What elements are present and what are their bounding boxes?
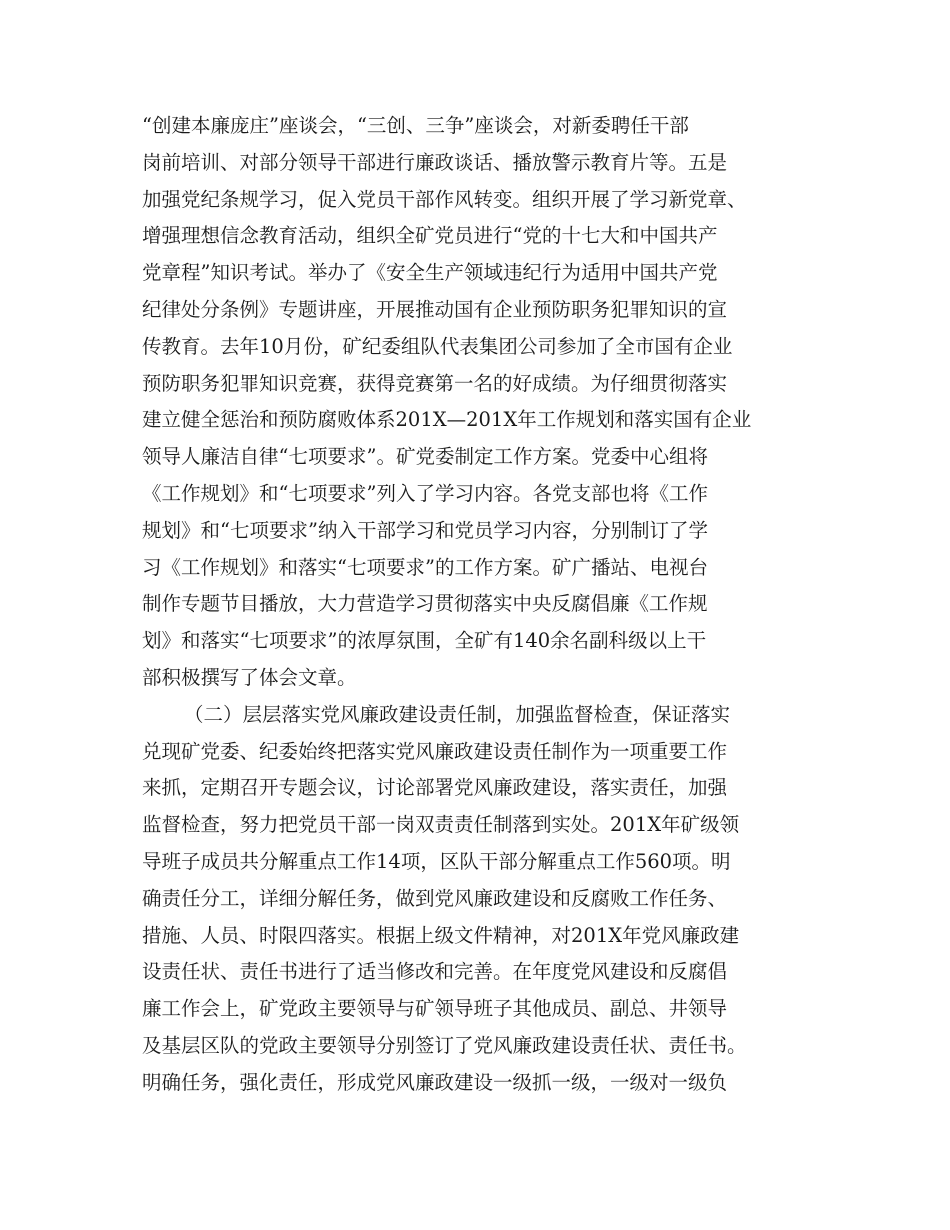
text-line: 部积极撰写了体会文章。 <box>142 665 357 689</box>
text-line: 党章程”知识考试。举办了《安全生产领域违纪行为适用中国共产党 <box>142 261 718 285</box>
text-line: 纪律处分条例》专题讲座，开展推动国有企业预防职务犯罪知识的宣 <box>142 297 728 321</box>
text-line: 廉工作会上，矿党政主要领导与矿领导班子其他成员、副总、井领导 <box>142 997 728 1021</box>
body-text <box>142 108 822 1102</box>
text-line: 传教育。去年10月份，矿纪委组队代表集团公司参加了全市国有企业 <box>142 334 733 358</box>
text-line: 加强党纪条规学习，促入党员干部作风转变。组织开展了学习新党章、 <box>142 187 747 211</box>
text-line: 设责任状、责任书进行了适当修改和完善。在年度党风建设和反腐倡 <box>142 960 728 984</box>
text-line: 建立健全惩治和预防腐败体系201X—201X年工作规划和落实国有企业 <box>142 408 752 432</box>
text-line: 制作专题节目播放，大力营造学习贯彻落实中央反腐倡廉《工作规 <box>142 592 708 616</box>
text-line: 监督检查，努力把党员干部一岗双责责任制落到实处。201X年矿级领 <box>142 813 740 837</box>
section-heading-line: （二）层层落实党风廉政建设责任制，加强监督检查，保证落实 <box>184 702 731 726</box>
text-line: 来抓，定期召开专题会议，讨论部署党风廉政建设，落实责任，加强 <box>142 776 728 800</box>
text-line: “创建本廉庞庄”座谈会，“三创、三争”座谈会，对新委聘任干部 <box>142 114 689 137</box>
text-line: 明确任务，强化责任，形成党风廉政建设一级抓一级，一级对一级负 <box>142 1070 728 1094</box>
text-line: 规划》和“七项要求”纳入干部学习和党员学习内容，分别制订了学 <box>142 518 708 542</box>
text-line: 岗前培训、对部分领导干部进行廉政谈话、播放警示教育片等。五是 <box>142 150 728 174</box>
text-line: 导班子成员共分解重点工作14项，区队干部分解重点工作560项。明 <box>142 849 731 873</box>
text-line: 确责任分工，详细分解任务，做到党风廉政建设和反腐败工作任务、 <box>142 886 728 910</box>
text-line: 兑现矿党委、纪委始终把落实党风廉政建设责任制作为一项重要工作 <box>142 739 728 763</box>
text-line: 领导人廉洁自律“七项要求”。矿党委制定工作方案。党委中心组将 <box>142 445 708 469</box>
text-line: 习《工作规划》和落实“七项要求”的工作方案。矿广播站、电视台 <box>142 555 708 579</box>
text-line: 《工作规划》和“七项要求”列入了学习内容。各党支部也将《工作 <box>142 481 708 505</box>
text-line: 措施、人员、时限四落实。根据上级文件精神，对201X年党风廉政建 <box>142 923 740 947</box>
text-line: 增强理想信念教育活动，组织全矿党员进行“党的十七大和中国共产 <box>142 224 718 248</box>
text-line: 预防职务犯罪知识竞赛，获得竞赛第一名的好成绩。为仔细贯彻落实 <box>142 371 728 395</box>
text-line: 及基层区队的党政主要领导分别签订了党风廉政建设责任状、责任书。 <box>142 1033 747 1057</box>
text-line: 划》和落实“七项要求”的浓厚氛围，全矿有140余名副科级以上干 <box>142 629 707 653</box>
